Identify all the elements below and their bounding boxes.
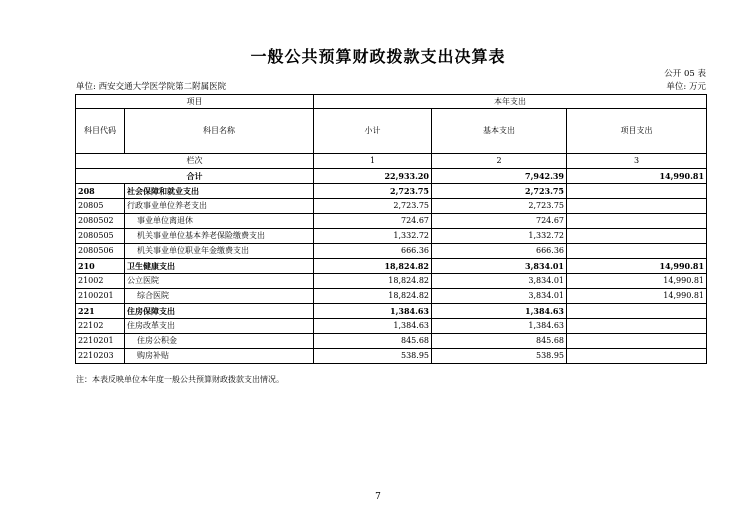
column-index-2: 2	[432, 154, 567, 169]
row-project	[567, 199, 707, 214]
header-row-2	[76, 109, 707, 154]
organization-unit: 单位: 西安交通大学医学院第二附属医院	[76, 82, 227, 92]
total-row	[76, 169, 707, 184]
total-basic: 7,942.39	[432, 169, 567, 184]
currency-unit: 单位: 万元	[666, 82, 706, 92]
row-name: 机关事业单位职业年金缴费支出	[125, 244, 314, 259]
row-name: 事业单位离退休	[125, 214, 314, 229]
row-project	[567, 304, 707, 319]
header-name: 科目名称	[125, 109, 314, 154]
table-row	[76, 199, 707, 214]
table-row	[76, 259, 707, 274]
page-title: 一般公共预算财政拨款支出决算表	[250, 47, 506, 66]
row-name: 社会保障和就业支出	[125, 184, 314, 199]
row-name: 住房改革支出	[125, 319, 314, 334]
row-project	[567, 349, 707, 364]
row-code: 2100201	[76, 289, 125, 304]
table-row	[76, 289, 707, 304]
row-basic: 2,723.75	[432, 184, 567, 199]
row-basic: 1,332.72	[432, 229, 567, 244]
row-basic: 538.95	[432, 349, 567, 364]
table-row	[76, 184, 707, 199]
table-row	[76, 244, 707, 259]
header-row-1	[76, 95, 707, 109]
row-project	[567, 244, 707, 259]
header-code: 科目代码	[76, 109, 125, 154]
row-project	[567, 214, 707, 229]
row-index-label: 栏次	[76, 154, 314, 169]
row-code: 221	[76, 304, 125, 319]
row-basic: 1,384.63	[432, 304, 567, 319]
row-name: 购房补贴	[125, 349, 314, 364]
row-code: 2080502	[76, 214, 125, 229]
row-name: 卫生健康支出	[125, 259, 314, 274]
table-row	[76, 304, 707, 319]
row-code: 21002	[76, 274, 125, 289]
row-name: 公立医院	[125, 274, 314, 289]
header-current-year: 本年支出	[314, 95, 707, 109]
row-basic: 845.68	[432, 334, 567, 349]
row-basic: 3,834.01	[432, 259, 567, 274]
row-subtotal: 18,824.82	[314, 259, 432, 274]
header-basic: 基本支出	[432, 109, 567, 154]
total-subtotal: 22,933.20	[314, 169, 432, 184]
column-index-1: 1	[314, 154, 432, 169]
row-subtotal: 845.68	[314, 334, 432, 349]
row-project: 14,990.81	[567, 289, 707, 304]
form-code: 公开 05 表	[664, 69, 706, 79]
row-code: 22102	[76, 319, 125, 334]
row-subtotal: 2,723.75	[314, 184, 432, 199]
row-subtotal: 1,384.63	[314, 304, 432, 319]
row-code: 2080505	[76, 229, 125, 244]
row-project: 14,990.81	[567, 259, 707, 274]
row-project	[567, 229, 707, 244]
total-label: 合计	[76, 169, 314, 184]
row-subtotal: 1,332.72	[314, 229, 432, 244]
row-basic: 1,384.63	[432, 319, 567, 334]
row-name: 住房公积金	[125, 334, 314, 349]
row-basic: 2,723.75	[432, 199, 567, 214]
row-code: 2080506	[76, 244, 125, 259]
row-subtotal: 2,723.75	[314, 199, 432, 214]
column-index-3: 3	[567, 154, 707, 169]
table-row	[76, 334, 707, 349]
row-subtotal: 18,824.82	[314, 274, 432, 289]
row-code: 208	[76, 184, 125, 199]
expenditure-table	[75, 94, 707, 364]
row-basic: 724.67	[432, 214, 567, 229]
header-item: 项目	[76, 95, 314, 109]
row-project	[567, 184, 707, 199]
header-subtotal: 小计	[314, 109, 432, 154]
row-name: 综合医院	[125, 289, 314, 304]
row-code: 20805	[76, 199, 125, 214]
table-row	[76, 214, 707, 229]
row-basic: 666.36	[432, 244, 567, 259]
table-row	[76, 349, 707, 364]
page-number: 7	[375, 492, 381, 502]
row-name: 行政事业单位养老支出	[125, 199, 314, 214]
row-subtotal: 1,384.63	[314, 319, 432, 334]
header-project: 项目支出	[567, 109, 707, 154]
row-basic: 3,834.01	[432, 289, 567, 304]
row-project	[567, 334, 707, 349]
row-code: 210	[76, 259, 125, 274]
row-basic: 3,834.01	[432, 274, 567, 289]
row-code: 2210203	[76, 349, 125, 364]
row-name: 机关事业单位基本养老保险缴费支出	[125, 229, 314, 244]
table-row	[76, 274, 707, 289]
row-project	[567, 319, 707, 334]
row-subtotal: 538.95	[314, 349, 432, 364]
row-name: 住房保障支出	[125, 304, 314, 319]
row-project: 14,990.81	[567, 274, 707, 289]
row-code: 2210201	[76, 334, 125, 349]
total-project: 14,990.81	[567, 169, 707, 184]
column-index-row	[76, 154, 707, 169]
row-subtotal: 18,824.82	[314, 289, 432, 304]
table-row	[76, 319, 707, 334]
row-subtotal: 666.36	[314, 244, 432, 259]
footnote: 注：本表反映单位本年度一般公共预算财政拨款支出情况。	[76, 375, 284, 384]
row-subtotal: 724.67	[314, 214, 432, 229]
table-row	[76, 229, 707, 244]
